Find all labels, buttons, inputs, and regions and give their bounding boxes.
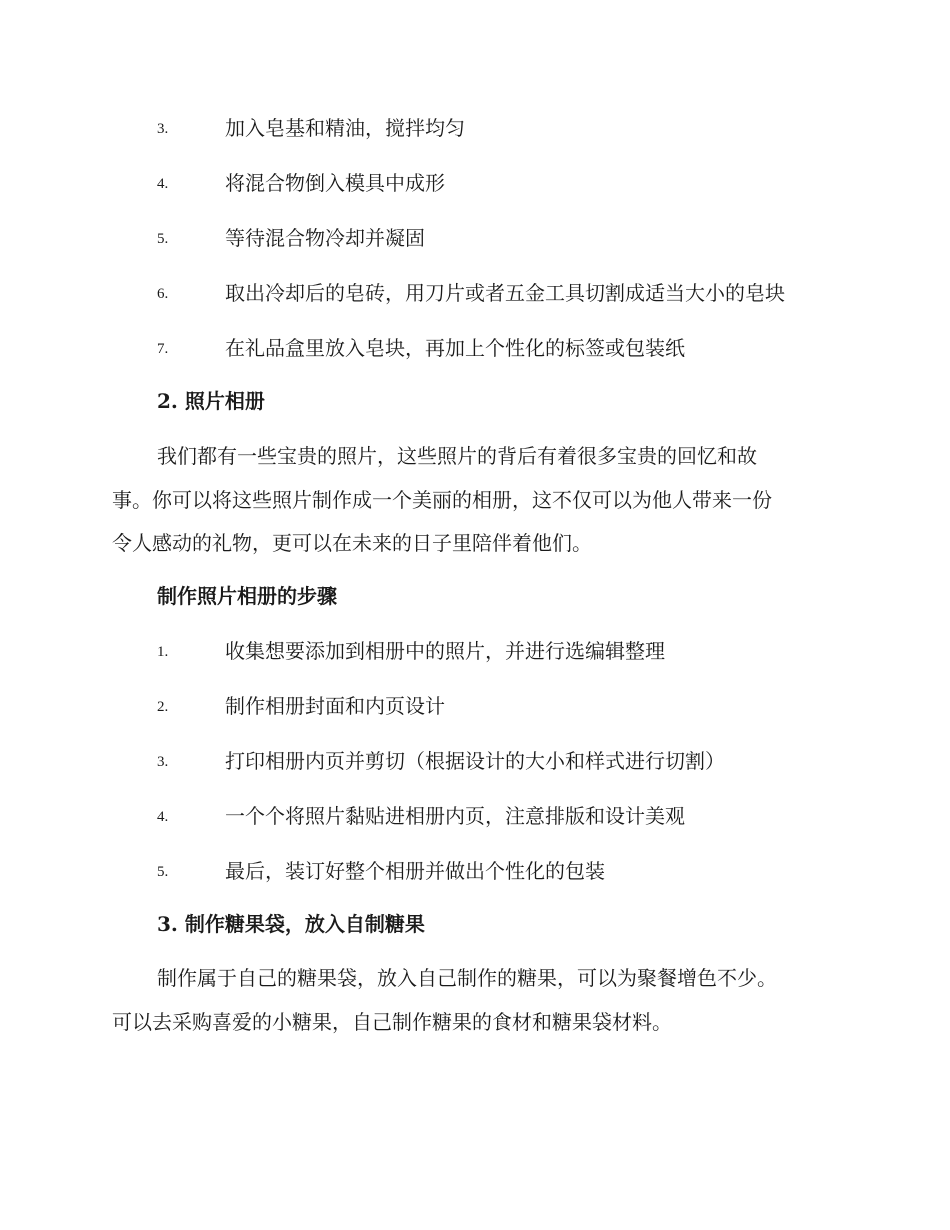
list-number: 3. <box>157 754 169 770</box>
list-number: 2. <box>157 699 169 715</box>
list-text: 一个个将照片黏贴进相册内页，注意排版和设计美观 <box>225 804 685 828</box>
list-item <box>0 278 950 308</box>
list-text: 制作相册封面和内页设计 <box>225 694 445 718</box>
paragraph-line: 令人感动的礼物，更可以在未来的日子里陪伴着他们。 <box>112 531 592 555</box>
list-number: 7. <box>157 341 169 357</box>
list-item <box>0 333 950 363</box>
list-text: 等待混合物冷却并凝固 <box>225 226 425 250</box>
paragraph-line: 制作属于自己的糖果袋，放入自己制作的糖果，可以为聚餐增色不少。 <box>157 966 777 990</box>
list-item <box>0 856 950 886</box>
list-number: 6. <box>157 286 169 302</box>
list-text: 打印相册内页并剪切（根据设计的大小和样式进行切割） <box>225 749 725 773</box>
section-heading: 2. 照片相册 <box>157 389 265 413</box>
list-number: 3. <box>157 121 169 137</box>
list-text: 加入皂基和精油，搅拌均匀 <box>225 116 465 140</box>
list-text: 最后，装订好整个相册并做出个性化的包装 <box>225 859 605 883</box>
list-item <box>0 746 950 776</box>
list-item <box>0 636 950 666</box>
list-item <box>0 168 950 198</box>
paragraph-line: 可以去采购喜爱的小糖果，自己制作糖果的食材和糖果袋材料。 <box>112 1010 672 1034</box>
list-number: 5. <box>157 864 169 880</box>
paragraph-line: 事。你可以将这些照片制作成一个美丽的相册，这不仅可以为他人带来一份 <box>112 488 772 512</box>
list-number: 5. <box>157 231 169 247</box>
list-text: 收集想要添加到相册中的照片，并进行选编辑整理 <box>225 639 665 663</box>
list-number: 4. <box>157 176 169 192</box>
list-number: 4. <box>157 809 169 825</box>
list-text: 将混合物倒入模具中成形 <box>225 171 445 195</box>
list-item <box>0 801 950 831</box>
list-item <box>0 113 950 143</box>
paragraph-line: 我们都有一些宝贵的照片，这些照片的背后有着很多宝贵的回忆和故 <box>157 444 757 468</box>
list-item <box>0 691 950 721</box>
list-number: 1. <box>157 644 169 660</box>
subsection-heading: 制作照片相册的步骤 <box>157 584 337 608</box>
list-text: 取出冷却后的皂砖，用刀片或者五金工具切割成适当大小的皂块 <box>225 281 785 305</box>
section-heading: 3. 制作糖果袋，放入自制糖果 <box>157 912 425 936</box>
list-text: 在礼品盒里放入皂块，再加上个性化的标签或包装纸 <box>225 336 685 360</box>
list-item <box>0 223 950 253</box>
